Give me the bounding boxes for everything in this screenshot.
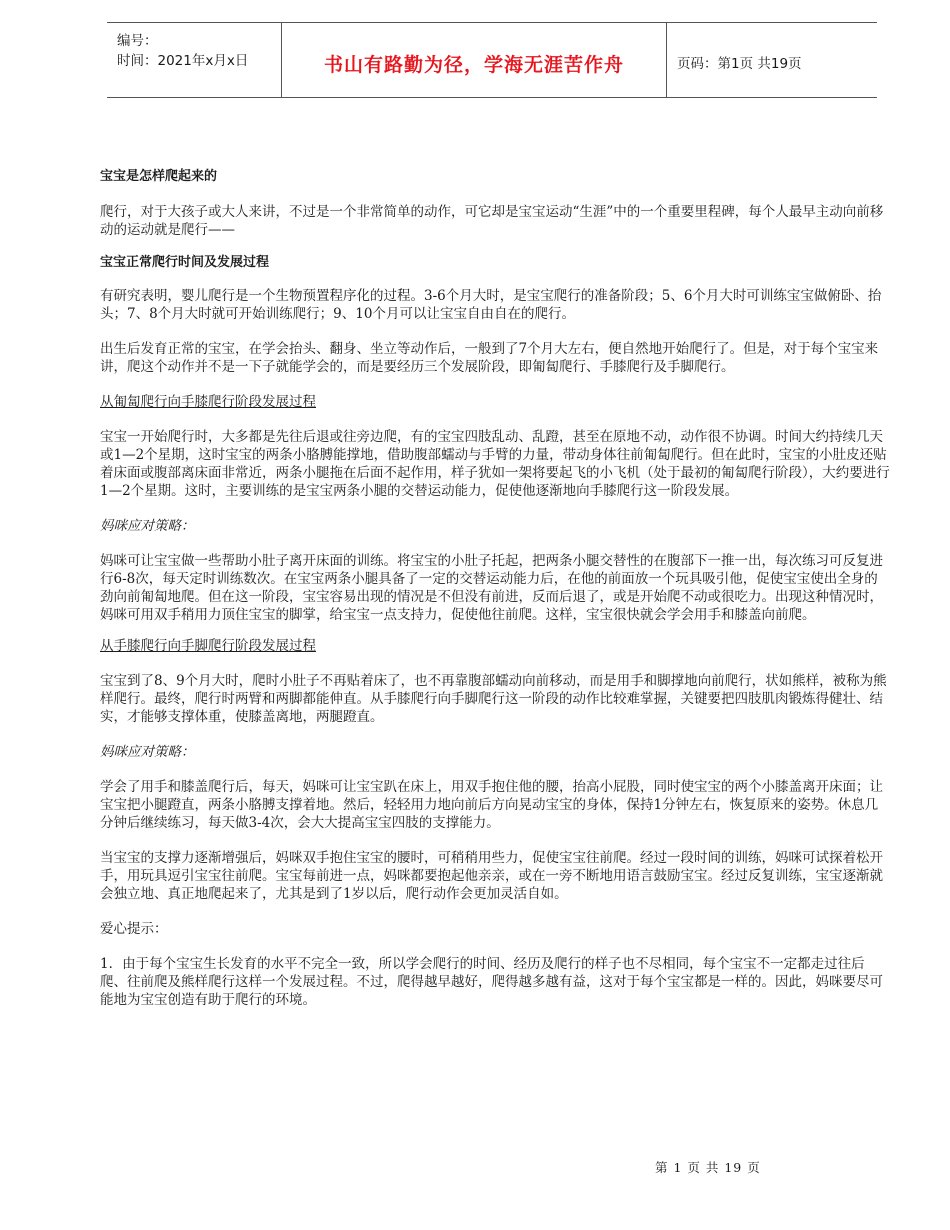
header-page-info: 页码：第1页 共19页 — [677, 56, 802, 72]
strategy-label-2: 妈咪应对策略： — [100, 744, 195, 760]
paragraph-6: 学会了用手和膝盖爬行后，每天，妈咪可让宝宝趴在床上，用双手抱住他的腰，抬高小屁股，同时使宝宝的两个小膝盖离开床面；让宝宝把小腿蹬直，两条小胳膊支撑着地。然后，轻轻用力地向前后方向晃动宝宝的身体，保持1分钟左右，恢复原来的姿势。休息几分钟后继续练习，每天做3-4次，会大大提高宝宝四肢的支撑能力。 — [100, 779, 883, 831]
paragraph-1: 有研究表明，婴儿爬行是一个生物预置程序化的过程。3-6个月大时，是宝宝爬行的准备阶段；5、6个月大时可训练宝宝做俯卧、抬头；7、8个月大时就可开始训练爬行；9、10个月可以让宝宝自由自在的爬行。 — [100, 288, 882, 322]
paragraph-8: 1．由于每个宝宝生长发育的水平不完全一致，所以学会爬行的时间、经历及爬行的样子也不尽相同，每个宝宝不一定都走过往后爬、往前爬及熊样爬行这样一个发展过程。不过，爬得越早越好，爬得越多越有益，这对于每个宝宝都是一样的。因此，妈咪要尽可能地为宝宝创造有助于爬行的环境。 — [100, 956, 883, 1008]
intro-paragraph: 爬行，对于大孩子或大人来讲，不过是一个非常简单的动作，可它却是宝宝运动“生涯”中的一个重要里程碑，每个人最早主动向前移动的运动就是爬行—— — [100, 204, 884, 238]
tips-label: 爱心提示： — [100, 921, 168, 937]
paragraph-4: 妈咪可让宝宝做一些帮助小肚子离开床面的训练。将宝宝的小肚子托起，把两条小腿交替性的在腹部下一推一出，每次练习可反复进行6-8次，每天定时训练数次。在宝宝两条小腿具备了一定的交替运动能力后，在他的前面放一个玩具吸引他，促使宝宝使出全身的劲向前匍匐地爬。但在这一阶段，宝宝容易出现的情况是不但没有前进，反而后退了，或是开始爬不动或很吃力。出现这种情况时，妈咪可用双手稍用力顶住宝宝的脚掌，给宝宝一点支持力，促使他往前爬。这样，宝宝很快就会学会用手和膝盖向前爬。 — [100, 553, 883, 623]
number-label: 编号： — [117, 33, 158, 49]
article-body — [100, 168, 890, 1009]
subheading-1: 从匍匐爬行向手膝爬行阶段发展过程 — [100, 394, 316, 410]
paragraph-2: 出生后发育正常的宝宝，在学会抬头、翻身、坐立等动作后，一般到了7个月大左右，便自然地开始爬行了。但是，对于每个宝宝来讲，爬这个动作并不是一下子就能学会的，而是要经历三个发展阶段，即匍匐爬行、手膝爬行及手脚爬行。 — [100, 341, 879, 375]
header-motto: 书山有路勤为径，学海无涯苦作舟 — [323, 54, 624, 76]
paragraph-7: 当宝宝的支撑力逐渐增强后，妈咪双手抱住宝宝的腰时，可稍稍用些力，促使宝宝往前爬。经过一段时间的训练，妈咪可试探着松开手，用玩具逗引宝宝往前爬。宝宝每前进一点，妈咪都要抱起他亲亲，或在一旁不断地用语言鼓励宝宝。经过反复训练，宝宝逐渐就会独立地、真正地爬起来了，尤其是到了1岁以后，爬行动作会更加灵活自如。 — [100, 850, 883, 902]
header-meta — [107, 23, 282, 97]
page-footer: 第 1 页 共 19 页 — [655, 1160, 761, 1175]
strategy-label-1: 妈咪应对策略： — [100, 518, 195, 534]
time-label: 时间：2021年x月x日 — [117, 53, 249, 69]
document-header — [107, 22, 877, 98]
header-motto-cell — [282, 23, 667, 97]
article-title: 宝宝是怎样爬起来的 — [100, 169, 218, 184]
subheading-2: 从手膝爬行向手脚爬行阶段发展过程 — [100, 638, 316, 654]
paragraph-3: 宝宝一开始爬行时，大多都是先往后退或往旁边爬，有的宝宝四肢乱动、乱蹬，甚至在原地不动，动作很不协调。时间大约持续几天或1—2个星期，这时宝宝的两条小胳膊能撑地，借助腹部蠕动与手臂的力量，带动身体往前匍匐爬行。但在此时，宝宝的小肚皮还贴着床面或腹部离床面非常近，两条小腿拖在后面不起作用，样子犹如一架将要起飞的小飞机（处于最初的匍匐爬行阶段），大约要进行1—2个星期。这时，主要训练的是宝宝两条小腿的交替运动能力，促使他逐渐地向手膝爬行这一阶段发展。 — [100, 429, 890, 499]
section-title: 宝宝正常爬行时间及发展过程 — [100, 255, 270, 270]
paragraph-5: 宝宝到了8、9个月大时，爬时小肚子不再贴着床了，也不再靠腹部蠕动向前移动，而是用手和脚撑地向前爬行，状如熊样，被称为熊样爬行。最终，爬行时两臂和两脚都能伸直。从手膝爬行向手脚爬行这一阶段的动作比较难掌握，关键要把四肢肌肉锻炼得健壮、结实，才能够支撑体重，使膝盖离地，两腿蹬直。 — [100, 673, 887, 725]
